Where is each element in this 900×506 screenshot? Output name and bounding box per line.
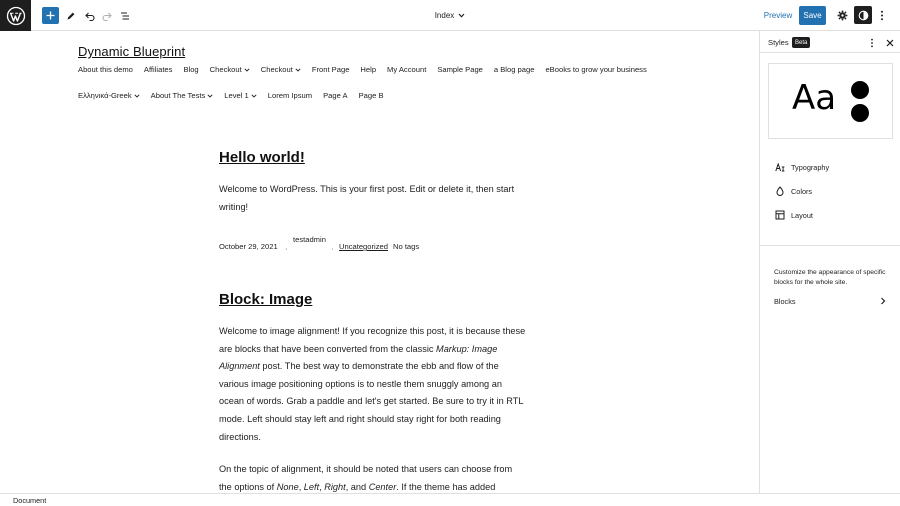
post-date: October 29, 2021 (219, 242, 278, 251)
nav-item-label: a Blog page (493, 65, 535, 74)
chevron-down-icon (207, 94, 213, 98)
redo-icon (102, 11, 112, 21)
preview-button[interactable]: Preview (763, 11, 793, 20)
nav-item[interactable] (224, 91, 257, 100)
paragraph-line: the options of (219, 481, 277, 492)
styles-sidebar (759, 31, 900, 493)
more-vertical-icon (880, 10, 884, 21)
save-button[interactable]: Save (799, 6, 826, 25)
chevron-down-icon (295, 68, 301, 72)
nav-item-label: Level 1 (224, 91, 249, 100)
post-excerpt-line: writing! (219, 201, 249, 212)
nav-item[interactable] (78, 65, 133, 74)
redo-button[interactable] (100, 7, 114, 24)
nav-item[interactable] (360, 65, 376, 74)
undo-button[interactable] (83, 7, 97, 24)
beta-badge: Beta (792, 37, 810, 48)
sidebar-item-colors[interactable] (775, 184, 812, 198)
sidebar-item-blocks[interactable] (774, 294, 886, 308)
chevron-down-icon (251, 94, 257, 98)
contrast-icon (858, 10, 869, 21)
paragraph-line: post. The best way to demonstrate the ebb and flow of the (259, 361, 499, 372)
nav-item-label: Page B (358, 91, 384, 100)
paragraph-line: are blocks that have been converted from the classic (219, 343, 437, 354)
nav-item-label: Ελληνικά-Greek (78, 91, 132, 100)
droplet-icon (775, 186, 785, 196)
sidebar-header (760, 31, 900, 53)
list-view-button[interactable] (118, 7, 132, 24)
post-excerpt[interactable] (219, 181, 544, 216)
nav-item-label: Front Page (311, 65, 350, 74)
nav-item[interactable] (151, 91, 214, 100)
post-paragraph[interactable] (219, 461, 544, 493)
nav-item-label: Page A (323, 91, 348, 100)
nav-item-label: eBooks to grow your business (545, 65, 647, 74)
post-author[interactable]: testadmin (293, 235, 326, 244)
layout-icon (775, 210, 785, 220)
breadcrumb-document[interactable]: Document (13, 496, 47, 505)
styles-button[interactable] (854, 6, 872, 24)
settings-button[interactable] (835, 7, 850, 24)
post-category[interactable]: Uncategorized (339, 242, 388, 251)
close-icon (886, 39, 894, 47)
emphasis-text: Right (324, 481, 346, 492)
block-breadcrumb (0, 493, 900, 506)
typography-icon (775, 163, 785, 172)
document-title: Index (434, 11, 455, 20)
nav-item[interactable] (494, 65, 535, 74)
paragraph-line: Welcome to image alignment! If you recognize this post, it is because these (219, 326, 526, 336)
styles-preview[interactable] (768, 63, 893, 139)
nav-item[interactable] (261, 65, 301, 74)
nav-item-label: About The Tests (150, 91, 206, 100)
navigation-row-1 (78, 65, 658, 74)
post-meta (219, 235, 544, 261)
nav-item-label: Help (360, 65, 377, 74)
list-view-icon (120, 11, 130, 21)
nav-item[interactable] (359, 91, 384, 100)
sidebar-item-layout[interactable] (775, 208, 813, 222)
sidebar-item-label: Blocks (774, 296, 796, 306)
post-title[interactable]: Block: Image (219, 291, 313, 308)
sidebar-options-button[interactable] (867, 37, 877, 48)
emphasis-text: None (276, 481, 299, 492)
undo-icon (85, 11, 95, 21)
paragraph-line: ocean of words. Grab a paddle and let's get started. Be sure to try it in RTL (219, 396, 524, 407)
nav-item[interactable] (268, 91, 312, 100)
editor-canvas[interactable] (0, 31, 759, 493)
chevron-right-icon (880, 297, 886, 305)
nav-item-label: About this demo (78, 65, 133, 74)
pencil-icon (66, 11, 76, 21)
site-title[interactable]: Dynamic Blueprint (78, 44, 186, 59)
wordpress-logo-icon[interactable] (0, 0, 31, 31)
nav-item-label: Checkout (209, 65, 242, 74)
post-excerpt-line: Welcome to WordPress. This is your first post. Edit or delete it, then start (219, 184, 515, 194)
nav-item-label: Affiliates (143, 65, 173, 74)
nav-item[interactable] (210, 65, 250, 74)
nav-item[interactable] (437, 65, 483, 74)
sidebar-item-label: Layout (791, 210, 813, 220)
sidebar-divider (760, 245, 900, 246)
sidebar-item-label: Colors (791, 186, 813, 196)
nav-item[interactable] (144, 65, 173, 74)
meta-separator: · (331, 244, 334, 253)
nav-item[interactable] (545, 65, 646, 74)
chevron-down-icon (134, 94, 140, 98)
blocks-description: Customize the appearance of specific blocks for the whole site. (774, 269, 886, 286)
preview-color-dot (851, 104, 869, 122)
paragraph-line: , (319, 481, 325, 492)
emphasis-text: Left (303, 481, 320, 492)
emphasis-text: Markup: Image (436, 343, 498, 354)
navigation-row-2 (78, 91, 395, 100)
nav-item[interactable] (183, 65, 198, 74)
paragraph-line: . If the theme has added (396, 481, 496, 492)
sidebar-close-button[interactable] (884, 37, 895, 48)
preview-text: Aa (792, 78, 837, 118)
paragraph-line: directions. (219, 431, 261, 442)
nav-item-label: My Account (387, 65, 427, 74)
nav-item-label: Sample Page (437, 65, 483, 74)
tools-button[interactable] (64, 7, 78, 24)
paragraph-line: , and (345, 481, 369, 492)
nav-item-label: Lorem Ipsum (267, 91, 313, 100)
chevron-down-icon (458, 13, 465, 18)
nav-item[interactable] (323, 91, 348, 100)
nav-item-label: Checkout (260, 65, 293, 74)
preview-color-dot (851, 81, 869, 99)
nav-item[interactable] (78, 91, 140, 100)
document-title-dropdown[interactable] (400, 7, 500, 24)
sidebar-title: Styles (768, 38, 789, 47)
add-block-button[interactable] (42, 7, 59, 24)
sidebar-item-typography[interactable] (775, 160, 829, 174)
paragraph-line: , (298, 481, 304, 492)
chevron-down-icon (244, 68, 250, 72)
nav-item-label: Blog (183, 65, 199, 74)
paragraph-line: mode. Left should stay left and right should stay right for both reading (219, 413, 501, 424)
post-paragraph[interactable] (219, 323, 544, 446)
more-vertical-icon (870, 38, 874, 48)
meta-separator: · (285, 244, 288, 253)
plus-icon (46, 11, 55, 20)
paragraph-line: various image positioning options is to nestle them snuggly among an (219, 378, 502, 389)
sidebar-item-label: Typography (791, 162, 830, 172)
options-button[interactable] (876, 7, 888, 24)
post-title[interactable]: Hello world! (219, 149, 305, 166)
nav-item[interactable] (312, 65, 350, 74)
gear-icon (837, 10, 848, 21)
emphasis-text: Alignment (219, 361, 260, 372)
paragraph-line: On the topic of alignment, it should be noted that users can choose from (219, 464, 513, 474)
editor-header (0, 0, 900, 31)
post-tags: No tags (393, 242, 420, 251)
emphasis-text: Center (368, 481, 397, 492)
nav-item[interactable] (387, 65, 426, 74)
